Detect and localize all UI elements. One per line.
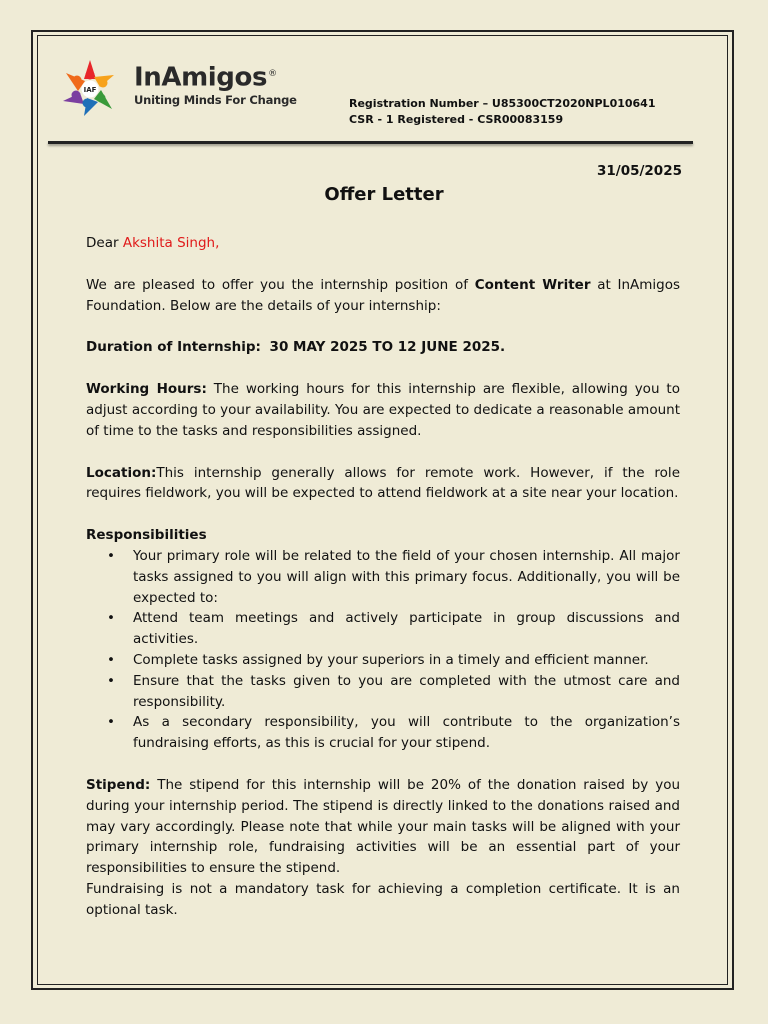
list-item: • Attend team meetings and actively participate in group discussions and activities. — [133, 608, 680, 650]
letter-title: Offer Letter — [324, 184, 444, 205]
recipient-name: Akshita Singh, — [122, 235, 220, 251]
registered-mark: ® — [268, 69, 277, 79]
list-item: • Your primary role will be related to the field of your chosen internship. All major tasks assigned to you will align with this primary focus. Additionally, you will be expected to: — [133, 546, 680, 608]
salutation: Dear Akshita Singh, — [86, 235, 220, 251]
registration-number: Registration Number – U85300CT2020NPL010641 — [349, 97, 656, 110]
registration-block — [349, 96, 656, 128]
intro-paragraph: We are pleased to offer you the internship position of Content Writer at InAmigos Foundation. Below are the details of your internship: — [86, 276, 681, 314]
header-divider — [48, 141, 693, 144]
list-item: • Ensure that the tasks given to you are completed with the utmost care and responsibility. — [133, 671, 680, 713]
working-hours-paragraph: Working Hours: The working hours for this internship are flexible, allowing you to adjust according to your availability. You are expected to dedicate a reasonable amount of time to the tasks and responsibilities assigned. — [86, 381, 680, 439]
letter-date: 31/05/2025 — [596, 163, 682, 179]
stipend-paragraph: Stipend: The stipend for this internship will be 20% of the donation raised by you during your internship period. The stipend is directly linked to the donations raised and may vary accordingly. Please note that while your main tasks will be aligned with your primary internship role, fundraising activities will be an essential part of your responsibilities to ensure the stipend. — [86, 776, 681, 877]
brand-name: InAmigos® — [134, 62, 277, 93]
position-name: Content Writer — [474, 276, 591, 293]
duration-value: 30 MAY 2025 TO 12 JUNE 2025. — [269, 339, 506, 356]
inamigos-logo-icon — [58, 58, 122, 118]
list-item: • Complete tasks assigned by your superiors in a timely and efficient manner. — [133, 650, 680, 671]
list-item: • As a secondary responsibility, you will contribute to the organization’s fundraising efforts, as this is crucial for your stipend. — [133, 712, 680, 754]
fundraising-note: Fundraising is not a mandatory task for achieving a completion certificate. It is an optional task. — [86, 880, 680, 918]
letter-body — [86, 233, 680, 921]
responsibilities-list — [86, 546, 680, 754]
csr-registration: CSR - 1 Registered - CSR00083159 — [349, 113, 564, 126]
location-paragraph: Location:This internship generally allows for remote work. However, if the role requires fieldwork, you will be expected to attend fieldwork at a site near your location. — [86, 464, 680, 502]
responsibilities-heading: Responsibilities — [86, 527, 207, 544]
duration-line: Duration of Internship: 30 MAY 2025 TO 12 JUNE 2025. — [86, 339, 506, 356]
brand-tagline: Uniting Minds For Change — [134, 93, 297, 107]
logo-text: IAF — [83, 86, 97, 94]
